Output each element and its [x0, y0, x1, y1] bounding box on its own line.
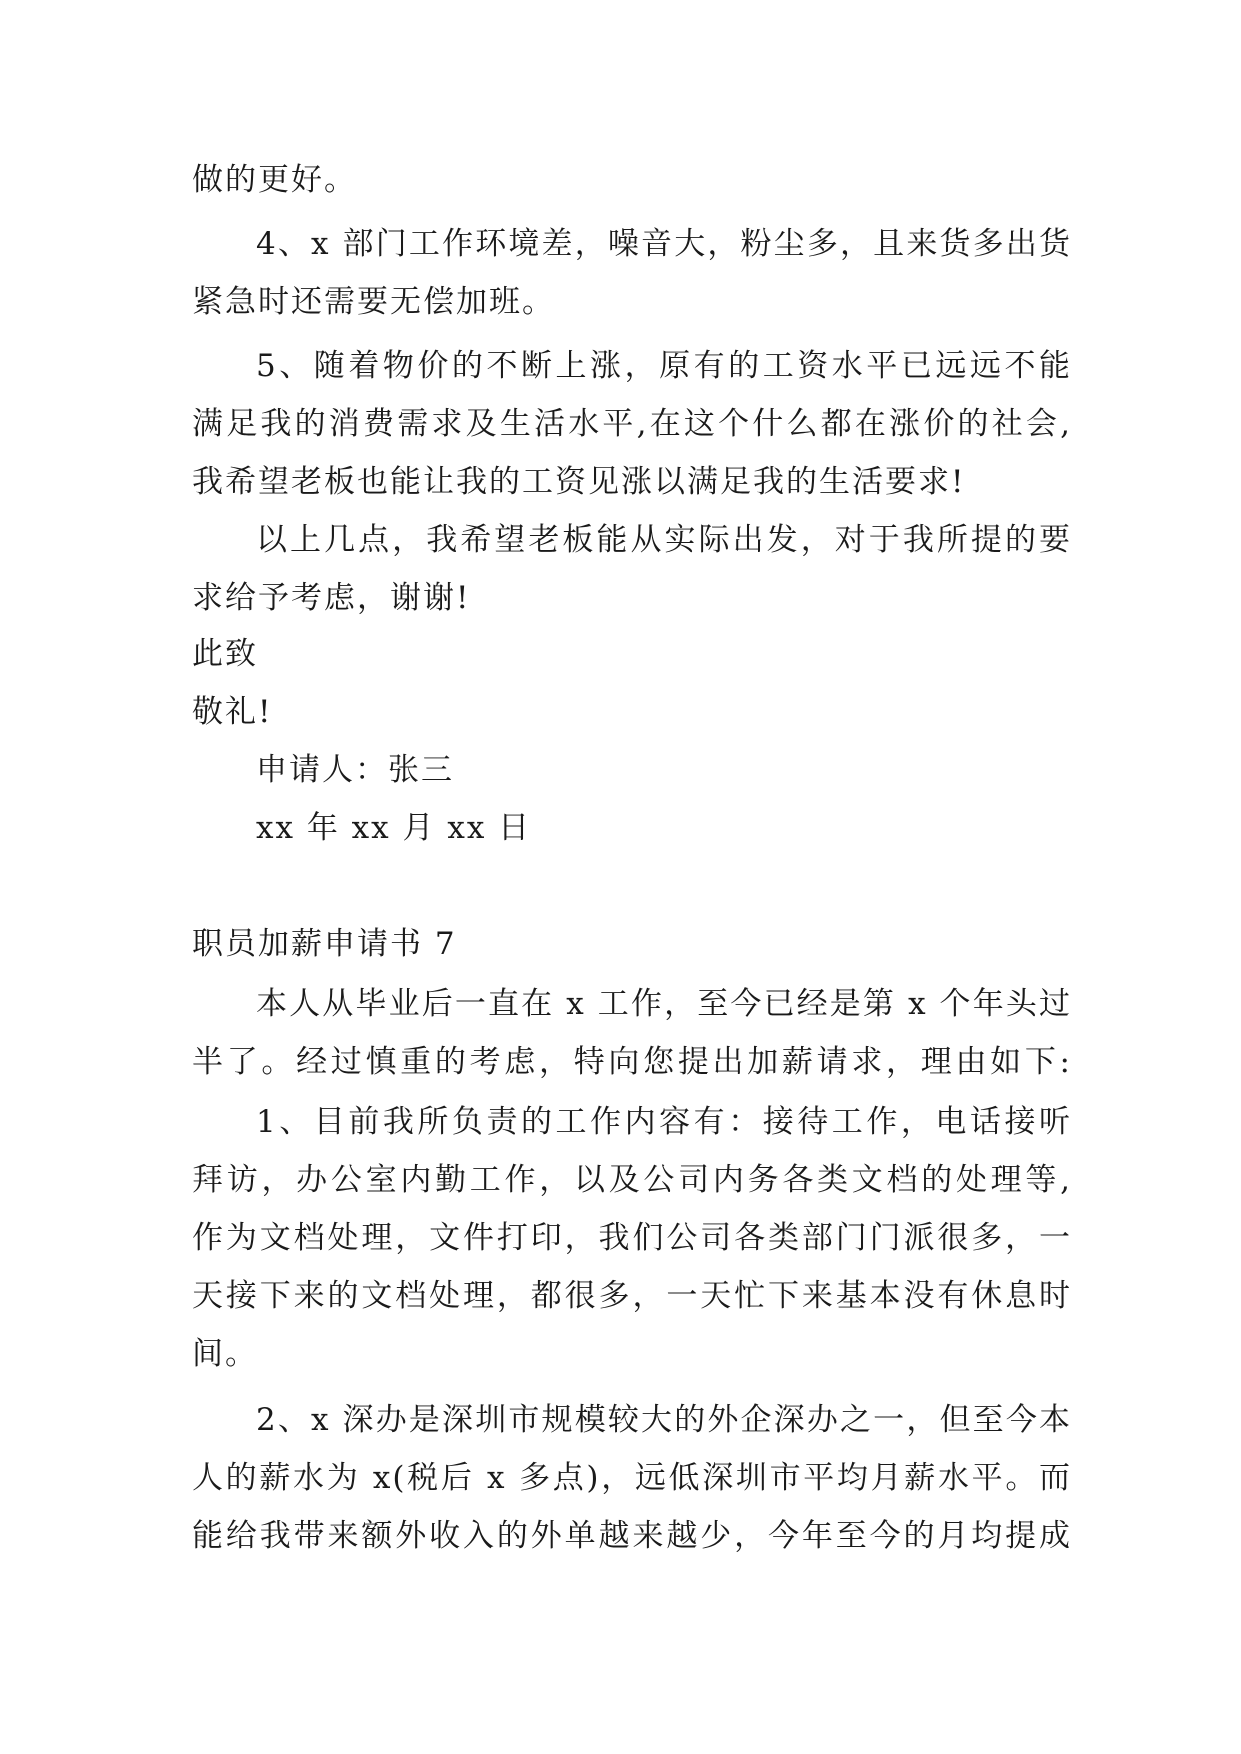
text-line: 间。 [192, 1336, 258, 1372]
text-line: 半了。经过慎重的考虑，特向您提出加薪请求，理由如下: [192, 1044, 1072, 1080]
text-line: 本人从毕业后一直在 x 工作，至今已经是第 x 个年头过 [256, 986, 1072, 1022]
text-line: 我希望老板也能让我的工资见涨以满足我的生活要求! [192, 464, 966, 500]
text-line: 1、目前我所负责的工作内容有：接待工作，电话接听 [256, 1104, 1072, 1140]
date-line: xx 年 xx 月 xx 日 [256, 810, 532, 846]
text-line: 求给予考虑，谢谢! [192, 580, 471, 616]
text-line: 4、x 部门工作环境差，噪音大，粉尘多，且来货多出货 [256, 226, 1072, 262]
text-line: 做的更好。 [192, 162, 357, 198]
closing-salutation: 此致 [192, 636, 258, 672]
text-line: 2、x 深办是深圳市规模较大的外企深办之一，但至今本 [256, 1402, 1072, 1438]
text-line: 拜访，办公室内勤工作，以及公司内务各类文档的处理等, [192, 1162, 1072, 1198]
applicant-signature: 申请人：张三 [256, 752, 454, 788]
text-line: 能给我带来额外收入的外单越来越少，今年至今的月均提成 [192, 1518, 1072, 1554]
section-title: 职员加薪申请书 7 [192, 926, 457, 962]
closing-regards: 敬礼! [192, 694, 273, 730]
text-line: 满足我的消费需求及生活水平,在这个什么都在涨价的社会, [192, 406, 1072, 442]
text-line: 天接下来的文档处理，都很多，一天忙下来基本没有休息时 [192, 1278, 1072, 1314]
text-line: 以上几点，我希望老板能从实际出发，对于我所提的要 [256, 522, 1072, 558]
text-line: 人的薪水为 x(税后 x 多点)，远低深圳市平均月薪水平。而 [192, 1460, 1072, 1496]
text-line: 5、随着物价的不断上涨，原有的工资水平已远远不能 [256, 348, 1072, 384]
text-line: 作为文档处理，文件打印，我们公司各类部门门派很多，一 [192, 1220, 1072, 1256]
text-line: 紧急时还需要无偿加班。 [192, 284, 555, 320]
